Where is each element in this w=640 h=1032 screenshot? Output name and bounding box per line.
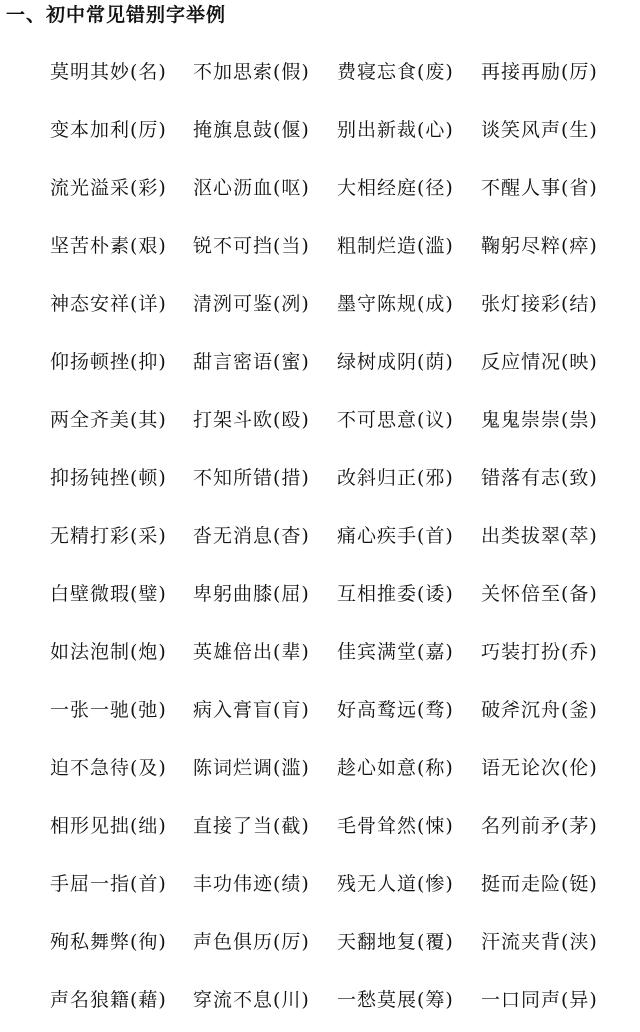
idiom-entry: 破斧沉舟(釜) bbox=[481, 699, 598, 721]
idiom-entry: 锐不可挡(当) bbox=[193, 235, 310, 257]
idiom-entry: 绿树成阴(荫) bbox=[337, 351, 454, 373]
idiom-row bbox=[0, 568, 640, 626]
idiom-list bbox=[0, 46, 640, 1032]
idiom-entry: 天翻地复(覆) bbox=[337, 931, 454, 953]
idiom-entry: 不加思索(假) bbox=[193, 61, 310, 83]
idiom-entry: 陈词烂调(滥) bbox=[193, 757, 310, 779]
idiom-entry: 变本加利(厉) bbox=[50, 119, 167, 141]
idiom-entry: 如法泡制(炮) bbox=[50, 641, 167, 663]
idiom-row bbox=[0, 510, 640, 568]
idiom-row bbox=[0, 974, 640, 1032]
idiom-entry: 一愁莫展(筹) bbox=[337, 989, 454, 1011]
idiom-entry: 英雄倍出(辈) bbox=[193, 641, 310, 663]
idiom-entry: 张灯接彩(结) bbox=[481, 293, 598, 315]
idiom-entry: 两全齐美(其) bbox=[50, 409, 167, 431]
idiom-entry: 佳宾满堂(嘉) bbox=[337, 641, 454, 663]
idiom-entry: 关怀倍至(备) bbox=[481, 583, 598, 605]
idiom-row bbox=[0, 626, 640, 684]
idiom-entry: 殉私舞弊(徇) bbox=[50, 931, 167, 953]
idiom-row bbox=[0, 916, 640, 974]
idiom-entry: 声色俱历(厉) bbox=[193, 931, 310, 953]
idiom-entry: 墨守陈规(成) bbox=[337, 293, 454, 315]
idiom-entry: 毛骨耸然(悚) bbox=[337, 815, 454, 837]
idiom-entry: 再接再励(厉) bbox=[481, 61, 598, 83]
idiom-entry: 白壁微瑕(璧) bbox=[50, 583, 167, 605]
idiom-entry: 好高鹜远(骛) bbox=[337, 699, 454, 721]
idiom-entry: 声名狼籍(藉) bbox=[50, 989, 167, 1011]
idiom-entry: 汗流夹背(浃) bbox=[481, 931, 598, 953]
idiom-entry: 名列前矛(茅) bbox=[481, 815, 598, 837]
idiom-entry: 鞠躬尽粹(瘁) bbox=[481, 235, 598, 257]
idiom-entry: 大相经庭(径) bbox=[337, 177, 454, 199]
idiom-entry: 直接了当(截) bbox=[193, 815, 310, 837]
idiom-row bbox=[0, 162, 640, 220]
idiom-entry: 无精打彩(采) bbox=[50, 525, 167, 547]
idiom-entry: 费寝忘食(废) bbox=[337, 61, 454, 83]
idiom-entry: 巧装打扮(乔) bbox=[481, 641, 598, 663]
idiom-entry: 穿流不息(川) bbox=[193, 989, 310, 1011]
idiom-entry: 谈笑风声(生) bbox=[481, 119, 598, 141]
idiom-entry: 打架斗欧(殴) bbox=[193, 409, 310, 431]
idiom-entry: 痛心疾手(首) bbox=[337, 525, 454, 547]
idiom-entry: 挺而走险(铤) bbox=[481, 873, 598, 895]
idiom-row bbox=[0, 46, 640, 104]
idiom-entry: 不醒人事(省) bbox=[481, 177, 598, 199]
idiom-entry: 不可思意(议) bbox=[337, 409, 454, 431]
idiom-entry: 神态安祥(详) bbox=[50, 293, 167, 315]
idiom-entry: 一口同声(异) bbox=[481, 989, 598, 1011]
idiom-entry: 趁心如意(称) bbox=[337, 757, 454, 779]
idiom-row bbox=[0, 104, 640, 162]
idiom-row bbox=[0, 742, 640, 800]
idiom-row bbox=[0, 220, 640, 278]
idiom-entry: 沤心沥血(呕) bbox=[193, 177, 310, 199]
idiom-entry: 清洌可鉴(冽) bbox=[193, 293, 310, 315]
idiom-entry: 语无论次(伦) bbox=[481, 757, 598, 779]
idiom-row bbox=[0, 684, 640, 742]
idiom-entry: 改斜归正(邪) bbox=[337, 467, 454, 489]
section-heading: 一、初中常见错别字举例 bbox=[6, 4, 227, 26]
idiom-row bbox=[0, 336, 640, 394]
idiom-entry: 沓无消息(杳) bbox=[193, 525, 310, 547]
idiom-entry: 互相推委(诿) bbox=[337, 583, 454, 605]
idiom-entry: 残无人道(惨) bbox=[337, 873, 454, 895]
idiom-entry: 出类拔翠(萃) bbox=[481, 525, 598, 547]
idiom-entry: 反应情况(映) bbox=[481, 351, 598, 373]
idiom-row bbox=[0, 394, 640, 452]
idiom-entry: 流光溢采(彩) bbox=[50, 177, 167, 199]
idiom-entry: 相形见拙(绌) bbox=[50, 815, 167, 837]
idiom-entry: 莫明其妙(名) bbox=[50, 61, 167, 83]
idiom-row bbox=[0, 858, 640, 916]
idiom-entry: 鬼鬼崇崇(祟) bbox=[481, 409, 598, 431]
idiom-entry: 甜言密语(蜜) bbox=[193, 351, 310, 373]
idiom-entry: 抑扬钝挫(顿) bbox=[50, 467, 167, 489]
idiom-entry: 手屈一指(首) bbox=[50, 873, 167, 895]
idiom-entry: 迫不急待(及) bbox=[50, 757, 167, 779]
idiom-entry: 病入膏盲(肓) bbox=[193, 699, 310, 721]
idiom-entry: 别出新裁(心) bbox=[337, 119, 454, 141]
idiom-row bbox=[0, 278, 640, 336]
idiom-entry: 不知所错(措) bbox=[193, 467, 310, 489]
idiom-row bbox=[0, 452, 640, 510]
idiom-entry: 丰功伟迹(绩) bbox=[193, 873, 310, 895]
idiom-entry: 一张一驰(弛) bbox=[50, 699, 167, 721]
idiom-entry: 仰扬顿挫(抑) bbox=[50, 351, 167, 373]
idiom-entry: 错落有志(致) bbox=[481, 467, 598, 489]
idiom-row bbox=[0, 800, 640, 858]
idiom-entry: 卑躬曲膝(屈) bbox=[193, 583, 310, 605]
idiom-entry: 掩旗息鼓(偃) bbox=[193, 119, 310, 141]
idiom-entry: 粗制烂造(滥) bbox=[337, 235, 454, 257]
idiom-entry: 坚苦朴素(艰) bbox=[50, 235, 167, 257]
